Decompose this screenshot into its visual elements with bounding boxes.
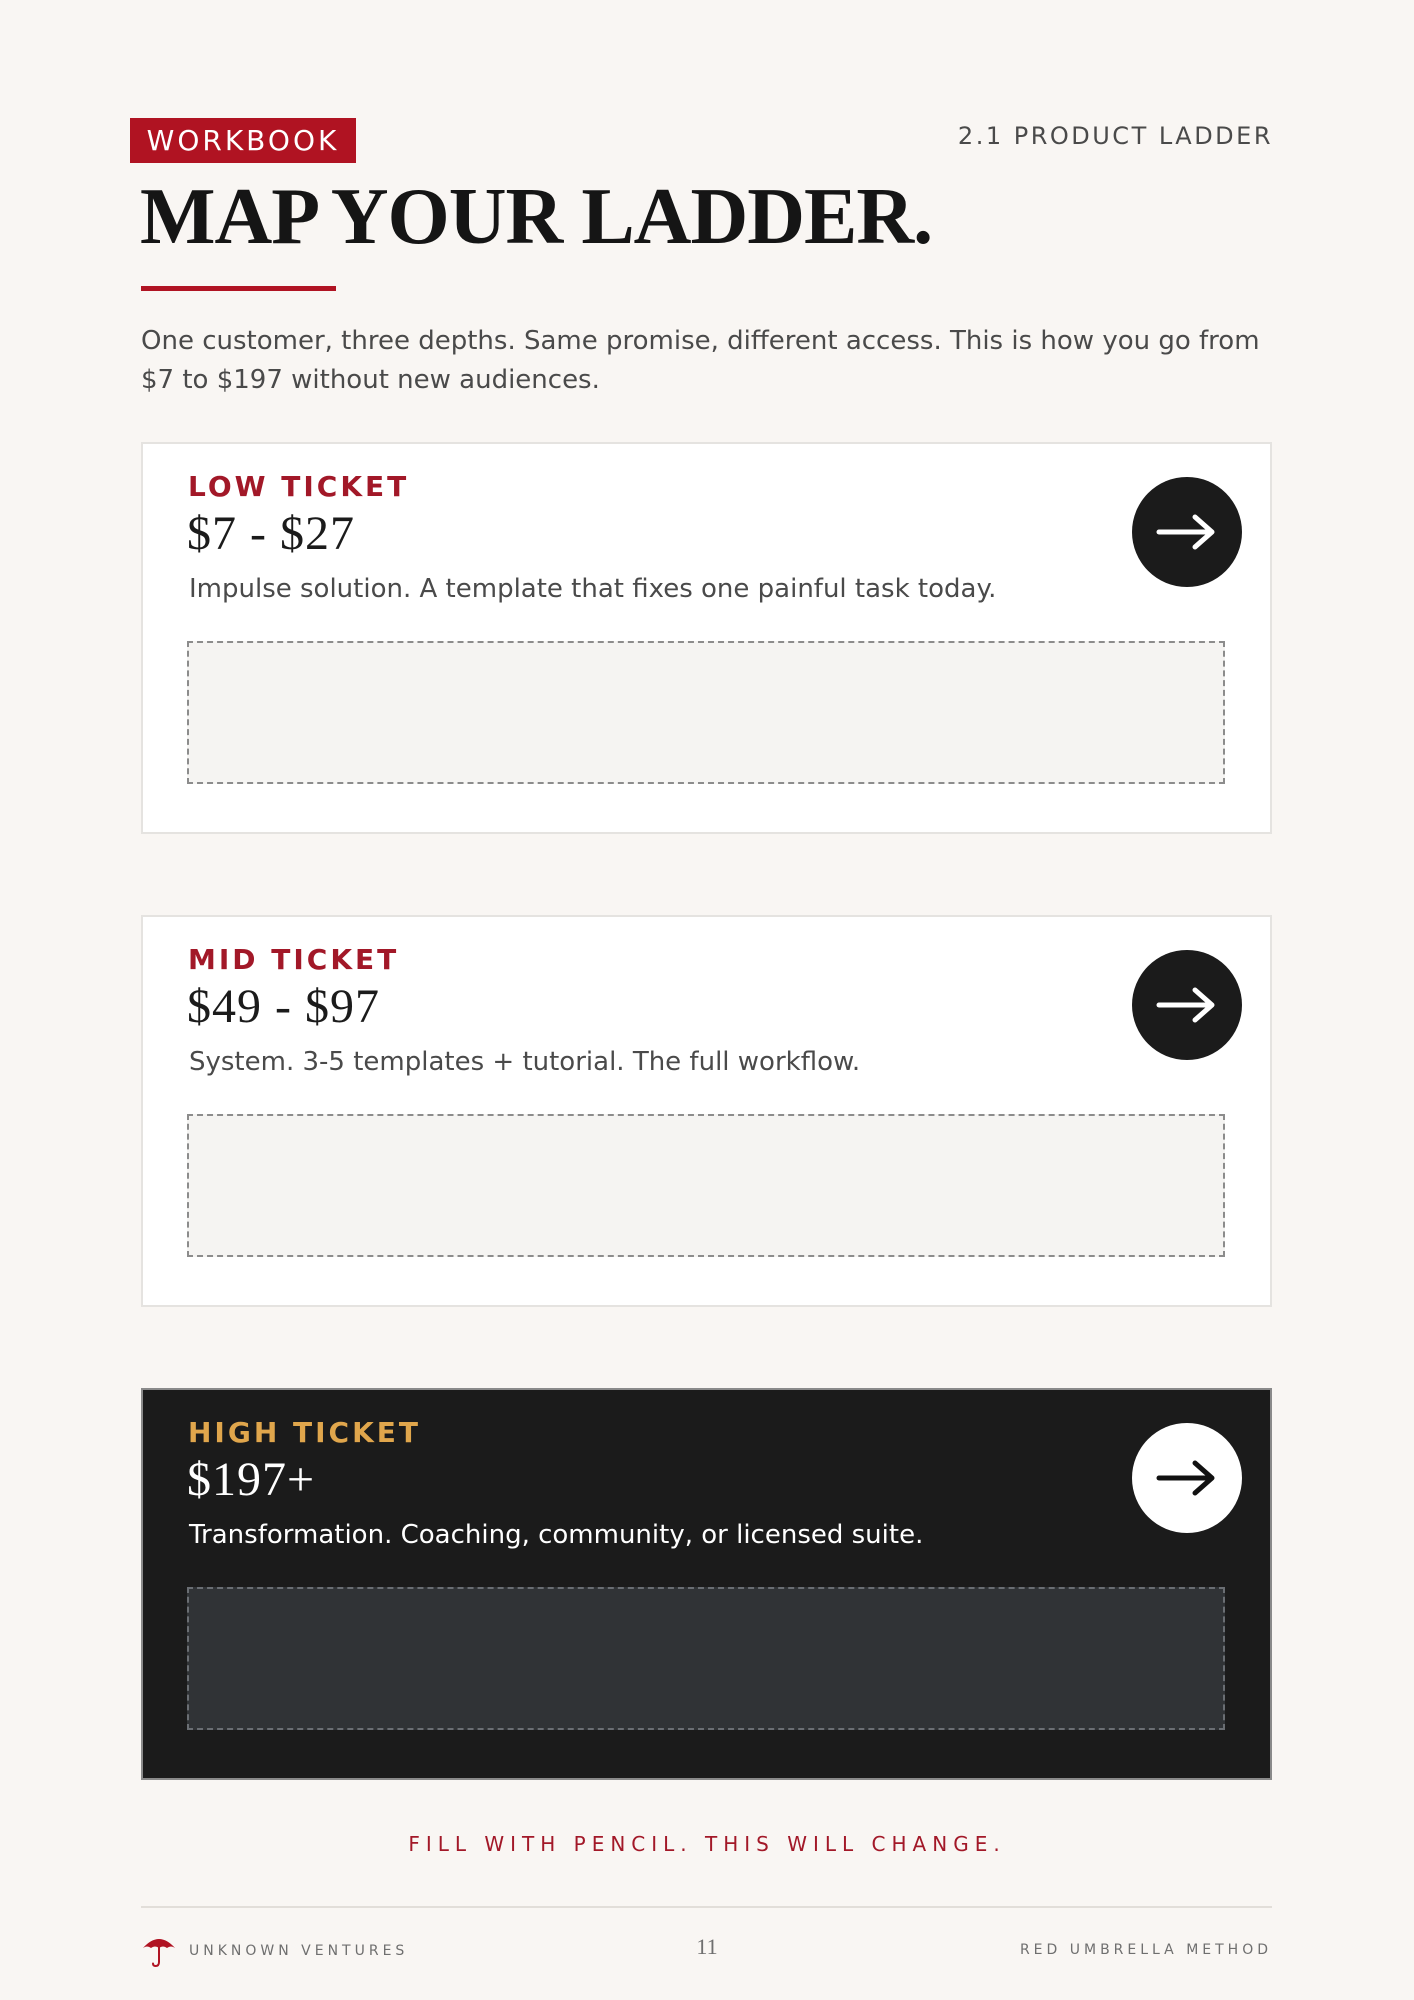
tier-card-high [141, 1388, 1272, 1780]
tier-card-low [141, 442, 1272, 834]
tier-label: LOW TICKET [188, 470, 410, 503]
workbook-badge: WORKBOOK [130, 118, 356, 163]
write-in-box[interactable] [187, 1587, 1225, 1730]
section-label: 2.1 PRODUCT LADDER [957, 122, 1273, 150]
tier-price: $49 - $97 [187, 980, 380, 1033]
method-name: RED UMBRELLA METHOD [1019, 1942, 1272, 1958]
tier-description: Transformation. Coaching, community, or licensed suite. [189, 1520, 924, 1550]
tier-price: $7 - $27 [187, 507, 355, 560]
footer-divider [141, 1906, 1272, 1908]
tier-description: Impulse solution. A template that fixes one painful task today. [189, 574, 997, 604]
tier-price: $197+ [187, 1453, 316, 1506]
title-underline [141, 286, 336, 291]
arrow-right-icon[interactable] [1132, 477, 1242, 587]
tier-label: HIGH TICKET [188, 1416, 422, 1449]
arrow-right-icon[interactable] [1132, 1423, 1242, 1533]
page-title: MAP YOUR LADDER. [140, 173, 933, 261]
write-in-box[interactable] [187, 1114, 1225, 1257]
page-number: 11 [696, 1934, 718, 1959]
tier-description: System. 3-5 templates + tutorial. The full workflow. [189, 1047, 861, 1077]
tier-label: MID TICKET [188, 943, 400, 976]
brand-name: UNKNOWN VENTURES [189, 1943, 409, 1959]
tier-card-mid [141, 915, 1272, 1307]
write-in-box[interactable] [187, 641, 1225, 784]
pencil-note: FILL WITH PENCIL. THIS WILL CHANGE. [408, 1832, 1006, 1856]
arrow-right-icon[interactable] [1132, 950, 1242, 1060]
intro-text: One customer, three depths. Same promise, different access. This is how you go from $7 to $197 without new audiences. [141, 326, 1260, 395]
